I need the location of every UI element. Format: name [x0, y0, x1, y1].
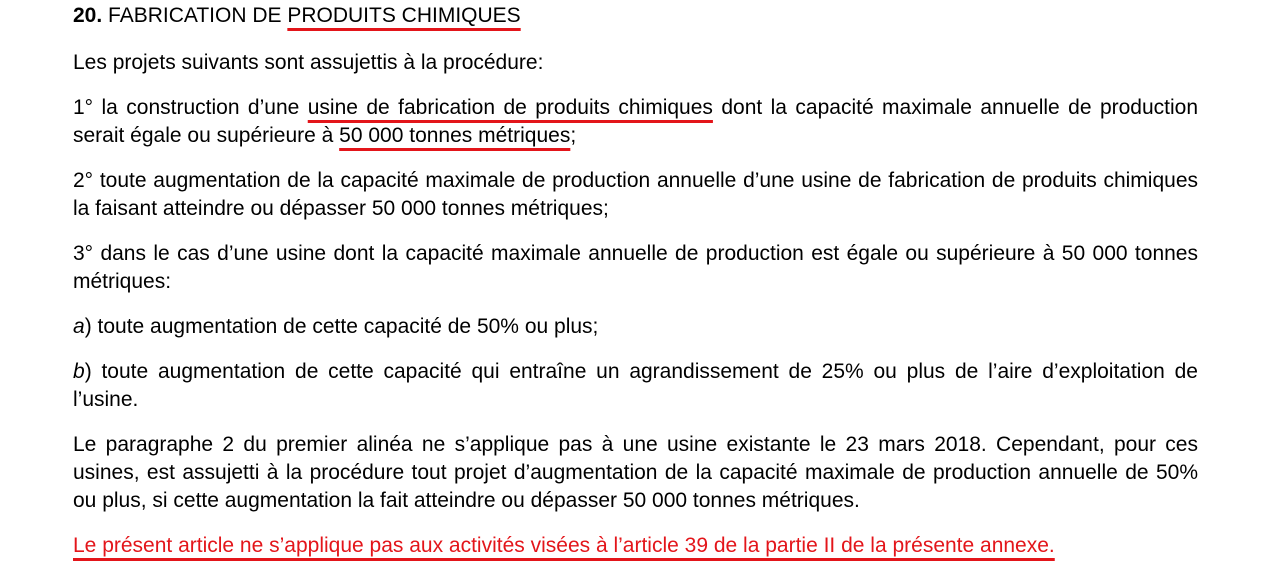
section-heading-highlight: PRODUITS CHIMIQUES: [287, 4, 521, 27]
section-heading: [73, 2, 1198, 30]
exception-paragraph: Le paragraphe 2 du premier alinéa ne s’applique pas à une usine existante le 23 mars 2018. Cependant, pour ces usines, est assujetti à la procédure tout projet d’augmentation de la capacité maximale de production annuelle de 50% ou plus, si cette augmentation la fait atteindre ou dépasser 50 000 tonnes métriques.: [73, 433, 1198, 512]
section-heading-prefix: FABRICATION DE: [102, 4, 288, 27]
sub-item-b-letter: b: [73, 360, 85, 383]
item-1-text-start: 1° la construction d’une: [73, 96, 308, 119]
final-note-highlight: Le présent article ne s’applique pas aux activités visées à l’article 39 de la partie II de la présente annexe.: [73, 534, 1055, 557]
sub-item-a-paragraph: [73, 313, 1198, 341]
section-number: 20.: [73, 4, 103, 27]
sub-item-b-text: ) toute augmentation de cette capacité qui entraîne un agrandissement de 25% ou plus de l’aire d’exploitation de l’usine.: [73, 360, 1198, 411]
intro-paragraph: Les projets suivants sont assujettis à la procédure:: [73, 51, 544, 74]
item-1-text-middle: dont la capacité maximale annuelle de production serait égale ou supérieure à: [73, 96, 1199, 147]
item-3-paragraph: 3° dans le cas d’une usine dont la capacité maximale annuelle de production est égale ou supérieure à 50 000 tonnes métriques:: [73, 242, 1198, 293]
final-note-paragraph: [73, 532, 1198, 560]
item-1-paragraph: [73, 94, 1198, 150]
document-page: [73, 2, 1198, 577]
sub-item-a-letter: a: [73, 315, 85, 338]
item-1-highlight-tonnage: 50 000 tonnes métriques: [339, 124, 571, 147]
item-2-paragraph: 2° toute augmentation de la capacité maximale de production annuelle d’une usine de fabrication de produits chimiques la faisant atteindre ou dépasser 50 000 tonnes métriques;: [73, 169, 1198, 220]
sub-item-a-text: ) toute augmentation de cette capacité de 50% ou plus;: [84, 315, 599, 338]
item-1-highlight-plant: usine de fabrication de produits chimiques: [307, 96, 713, 119]
sub-item-b-paragraph: [73, 358, 1198, 414]
item-1-text-end: ;: [570, 124, 577, 147]
